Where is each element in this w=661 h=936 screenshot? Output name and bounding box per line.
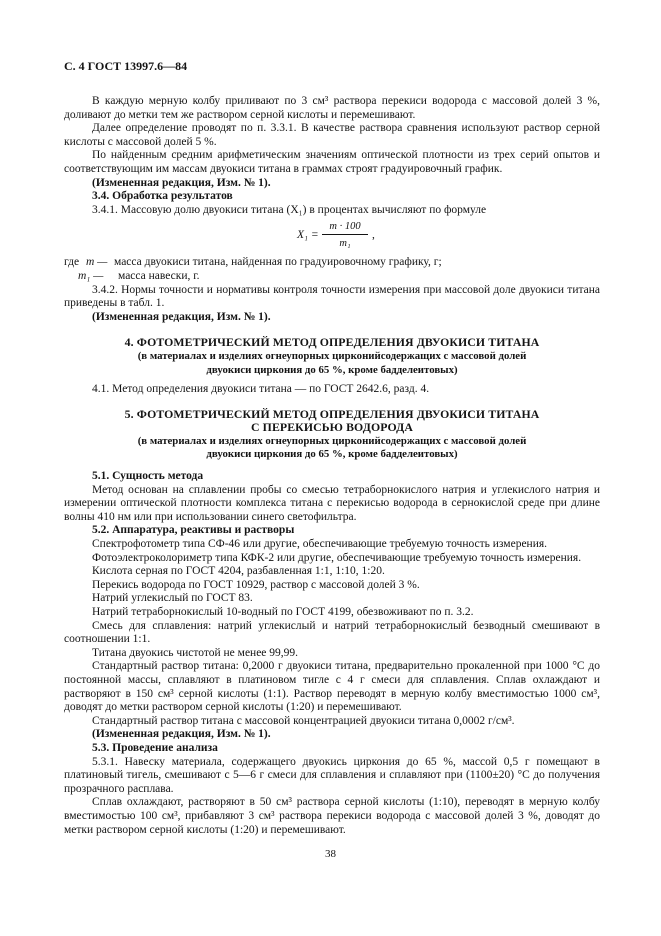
- paragraph: По найденным средним арифметическим значениям оптической плотности из трех серий опытов и соответствующим им массам двуокиси титана в граммах строят градуировочный график.: [64, 149, 600, 175]
- paragraph: Метод основан на сплавлении пробы со смесью тетраборнокислого натрия и углекислого натрия и измерении оптической плотности комплекса титана с перекисью водорода в сернокислой среде при длине волны 410 нм или при использовании синего светофильтра.: [64, 483, 600, 523]
- paragraph: В каждую мерную колбу приливают по 3 см³ раствора перекиси водорода с массовой долей 3 %, доливают до метки тем же раствором серной кислоты и перемешивают.: [64, 95, 600, 121]
- section-4-title: 4. ФОТОМЕТРИЧЕСКИЙ МЕТОД ОПРЕДЕЛЕНИЯ ДВУОКИСИ ТИТАНА: [124, 335, 540, 350]
- paragraph: 5.3.1. Навеску материала, содержащего двуокись циркония до 65 %, массой 0,5 г помещают в платиновый тигель, смешивают с 5—6 г смеси для сплавления и сплавляют при (1100±20) °С до получения прозрачного расплава.: [64, 755, 600, 795]
- amendment-note: (Измененная редакция, Изм. № 1).: [92, 310, 271, 323]
- definition-symbol: m —: [86, 256, 108, 269]
- paragraph: 4.1. Метод определения двуокиси титана — по ГОСТ 2642.6, разд. 4.: [92, 383, 430, 396]
- paragraph: Спектрофотометр типа СФ-46 или другие, обеспечивающие требуемую точность измерения.: [92, 538, 548, 551]
- paragraph: Кислота серная по ГОСТ 4204, разбавленная 1:1, 1:10, 1:20.: [92, 565, 385, 578]
- paragraph: Перекись водорода по ГОСТ 10929, раствор с массовой долей 3 %.: [92, 578, 420, 591]
- formula-definitions: [64, 256, 600, 283]
- paragraph: Фотоэлектроколориметр типа КФК-2 или другие, обеспечивающие требуемую точность измерения.: [92, 551, 582, 564]
- formula-numerator: m · 100: [329, 221, 361, 233]
- amendment-note: (Измененная редакция, Изм. № 1).: [92, 176, 271, 189]
- formula: [64, 219, 600, 253]
- formula-fraction: [322, 220, 368, 250]
- definition-symbol: m₁ —: [78, 269, 104, 282]
- definition-text: масса навески, г.: [118, 269, 200, 282]
- paragraph: Стандартный раствор титана с массовой концентрацией двуокиси титана 0,0002 г/см³.: [92, 714, 515, 727]
- section-5-subtitle: двуокиси циркония до 65 %, кроме бадделеитовых): [206, 448, 458, 461]
- page-content: [64, 95, 600, 837]
- definition-row: [64, 270, 600, 284]
- paragraph: Натрий тетраборнокислый 10-водный по ГОСТ 4199, обезвоживают по п. 3.2.: [92, 606, 474, 618]
- paragraph: Стандартный раствор титана: 0,2000 г двуокиси титана, предварительно прокаленной при 1000 °С до постоянной массы, сплавляют в платиновом тигле с 4 г смеси для сплавления. Сплав охлаждают и растворяют в 150 см³ серной кислоты (1:1). Раствор переводят в мерную колбу вместимостью 1000 см³, доводят до метки раствором серной кислоты (1:20) и перемешивают.: [64, 660, 600, 714]
- page-header: С. 4 ГОСТ 13997.6—84: [64, 59, 188, 73]
- amendment-note: (Измененная редакция, Изм. № 1).: [92, 728, 271, 741]
- section-5-title: С ПЕРЕКИСЬЮ ВОДОРОДА: [251, 420, 413, 435]
- paragraph: Титана двуокись чистотой не менее 99,99.: [92, 646, 299, 659]
- section-4-subtitle: двуокиси циркония до 65 %, кроме бадделеитовых): [206, 363, 458, 376]
- paragraph: Натрий углекислый по ГОСТ 83.: [92, 592, 253, 605]
- paragraph: 3.4.2. Нормы точности и нормативы контроля точности измерения при массовой доле двуокиси титана приведены в табл. 1.: [64, 283, 600, 310]
- formula-denominator: m₁: [339, 238, 351, 250]
- section-heading-5-2: 5.2. Аппаратура, реактивы и растворы: [92, 524, 295, 537]
- paragraph: Далее определение проводят по п. 3.3.1. В качестве раствора сравнения используют раствор серной кислоты с массовой долей 5 %.: [64, 122, 600, 148]
- fraction-bar: [322, 234, 368, 235]
- section-5-subtitle: (в материалах и изделиях огнеупорных цирконийсодержащих с массовой долей: [137, 434, 527, 447]
- paragraph: 3.4.1. Массовую долю двуокиси титана (X₁) в процентах вычисляют по формуле: [92, 203, 487, 216]
- formula-comma: ,: [372, 229, 375, 242]
- page-number: 38: [325, 848, 336, 860]
- definition-intro: где: [64, 256, 80, 269]
- section-heading-5-1: 5.1. Сущность метода: [92, 470, 204, 483]
- definition-row: [64, 256, 600, 270]
- spacer: [64, 462, 600, 470]
- section-heading-5-3: 5.3. Проведение анализа: [92, 741, 218, 754]
- formula-lhs: X₁ =: [297, 229, 319, 242]
- section-4-subtitle: (в материалах и изделиях огнеупорных цирконийсодержащих с массовой долей: [137, 349, 527, 362]
- section-5-title: 5. ФОТОМЕТРИЧЕСКИЙ МЕТОД ОПРЕДЕЛЕНИЯ ДВУОКИСИ ТИТАНА: [124, 406, 540, 421]
- definition-text: масса двуокиси титана, найденная по градуировочному графику, г;: [114, 256, 442, 269]
- paragraph: Сплав охлаждают, растворяют в 50 см³ раствора серной кислоты (1:10), переводят в мерную колбу вместимостью 100 см³, прибавляют 3 см³ раствора перекиси водорода с массовой долей 3 %, доводят до метки раствором серной кислоты (1:20) и перемешивают.: [64, 796, 600, 836]
- section-heading-3-4: 3.4. Обработка результатов: [92, 190, 233, 203]
- paragraph: Смесь для сплавления: натрий углекислый и натрий тетраборнокислый безводный смешивают в соотношении 1:1.: [64, 619, 600, 646]
